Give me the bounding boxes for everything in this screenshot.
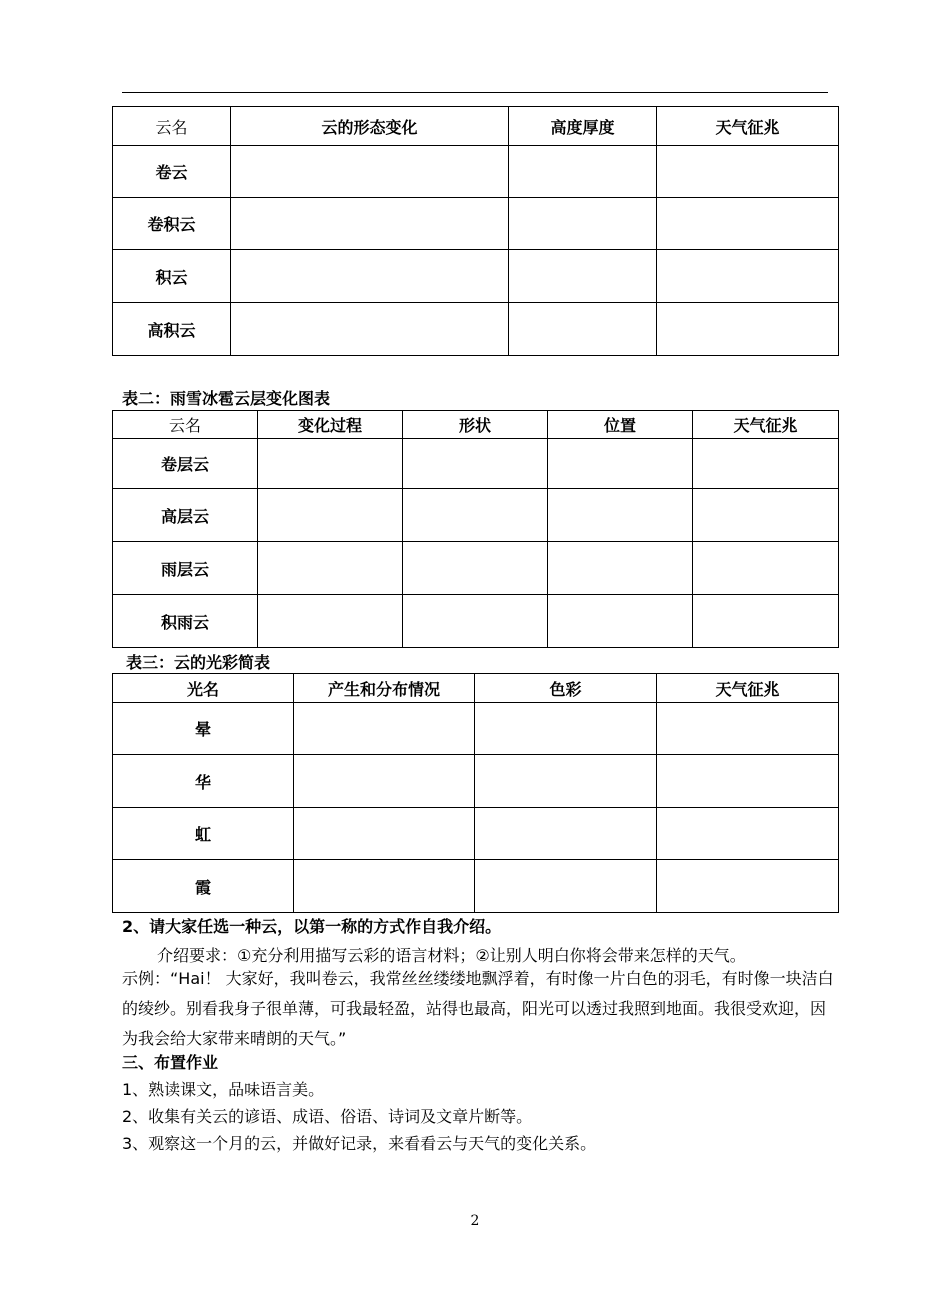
- example-paragraph: 示例：“Hai！ 大家好，我叫卷云，我常丝丝缕缕地飘浮着，有时像一片白色的羽毛，有时像一块洁白的绫纱。别看我身子很单薄，可我最轻盈，站得也最高，阳光可以透过我照到地面。我很受欢迎，因为我会给大家带来晴朗的天气。”: [122, 969, 834, 1048]
- row-label: 卷积云: [113, 198, 231, 250]
- blank-cell[interactable]: [294, 755, 475, 808]
- table-header-row: [113, 411, 839, 439]
- blank-cell[interactable]: [475, 808, 657, 860]
- row-label: 晕: [113, 703, 294, 755]
- blank-cell[interactable]: [657, 250, 839, 303]
- header-cell: 云名: [113, 411, 258, 439]
- table-row: [113, 755, 839, 808]
- blank-cell[interactable]: [403, 542, 548, 595]
- blank-cell[interactable]: [657, 755, 839, 808]
- blank-cell[interactable]: [657, 860, 839, 913]
- blank-cell[interactable]: [231, 250, 509, 303]
- cloud-form-table: [112, 106, 839, 356]
- header-cell: 色彩: [475, 674, 657, 703]
- blank-cell[interactable]: [548, 439, 693, 489]
- header-cell: 光名: [113, 674, 294, 703]
- table-row: [113, 250, 839, 303]
- blank-cell[interactable]: [693, 595, 839, 648]
- table-row: [113, 489, 839, 542]
- header-rule: [122, 92, 828, 93]
- table2-caption: 表二：雨雪冰雹云层变化图表: [122, 389, 331, 408]
- blank-cell[interactable]: [657, 808, 839, 860]
- blank-cell[interactable]: [548, 595, 693, 648]
- table-row: [113, 542, 839, 595]
- row-label: 卷云: [113, 146, 231, 198]
- blank-cell[interactable]: [475, 860, 657, 913]
- table3-caption: 表三：云的光彩简表: [126, 653, 271, 672]
- blank-cell[interactable]: [258, 489, 403, 542]
- blank-cell[interactable]: [403, 489, 548, 542]
- blank-cell[interactable]: [548, 542, 693, 595]
- header-cell: 云名: [113, 107, 231, 146]
- table-row: [113, 303, 839, 356]
- blank-cell[interactable]: [509, 146, 657, 198]
- header-cell: 天气征兆: [693, 411, 839, 439]
- blank-cell[interactable]: [231, 198, 509, 250]
- homework-item-3: 3、观察这一个月的云，并做好记录，来看看云与天气的变化关系。: [122, 1134, 597, 1153]
- blank-cell[interactable]: [548, 489, 693, 542]
- row-label: 华: [113, 755, 294, 808]
- homework-item-1: 1、熟读课文，品味语言美。: [122, 1080, 325, 1099]
- page-number: 2: [470, 1213, 480, 1229]
- table-row: [113, 808, 839, 860]
- table-header-row: [113, 674, 839, 703]
- header-cell: 位置: [548, 411, 693, 439]
- row-label: 高层云: [113, 489, 258, 542]
- precipitation-cloud-table: [112, 410, 839, 648]
- row-label: 卷层云: [113, 439, 258, 489]
- table-row: [113, 439, 839, 489]
- blank-cell[interactable]: [509, 303, 657, 356]
- row-label: 积雨云: [113, 595, 258, 648]
- header-cell: 形状: [403, 411, 548, 439]
- section3-title: 三、布置作业: [122, 1053, 219, 1072]
- table-row: [113, 198, 839, 250]
- row-label: 雨层云: [113, 542, 258, 595]
- blank-cell[interactable]: [258, 595, 403, 648]
- blank-cell[interactable]: [509, 250, 657, 303]
- header-cell: 高度厚度: [509, 107, 657, 146]
- requirement-text: 介绍要求：①充分利用描写云彩的语言材料；②让别人明白你将会带来怎样的天气。: [157, 946, 746, 965]
- blank-cell[interactable]: [403, 595, 548, 648]
- blank-cell[interactable]: [258, 439, 403, 489]
- blank-cell[interactable]: [294, 860, 475, 913]
- row-label: 积云: [113, 250, 231, 303]
- table-row: [113, 146, 839, 198]
- blank-cell[interactable]: [258, 542, 403, 595]
- blank-cell[interactable]: [657, 198, 839, 250]
- blank-cell[interactable]: [403, 439, 548, 489]
- blank-cell[interactable]: [693, 542, 839, 595]
- blank-cell[interactable]: [657, 703, 839, 755]
- table-row: [113, 595, 839, 648]
- blank-cell[interactable]: [657, 146, 839, 198]
- table-row: [113, 860, 839, 913]
- row-label: 霞: [113, 860, 294, 913]
- blank-cell[interactable]: [294, 703, 475, 755]
- task2-title: 2、请大家任选一种云，以第一称的方式作自我介绍。: [122, 917, 502, 936]
- header-cell: 产生和分布情况: [294, 674, 475, 703]
- table-header-row: [113, 107, 839, 146]
- blank-cell[interactable]: [231, 303, 509, 356]
- blank-cell[interactable]: [294, 808, 475, 860]
- blank-cell[interactable]: [231, 146, 509, 198]
- blank-cell[interactable]: [657, 303, 839, 356]
- header-cell: 云的形态变化: [231, 107, 509, 146]
- header-cell: 天气征兆: [657, 674, 839, 703]
- row-label: 虹: [113, 808, 294, 860]
- table-row: [113, 703, 839, 755]
- blank-cell[interactable]: [693, 489, 839, 542]
- header-cell: 变化过程: [258, 411, 403, 439]
- cloud-light-table: [112, 673, 839, 913]
- homework-item-2: 2、收集有关云的谚语、成语、俗语、诗词及文章片断等。: [122, 1107, 533, 1126]
- blank-cell[interactable]: [475, 755, 657, 808]
- blank-cell[interactable]: [693, 439, 839, 489]
- header-cell: 天气征兆: [657, 107, 839, 146]
- blank-cell[interactable]: [475, 703, 657, 755]
- row-label: 高积云: [113, 303, 231, 356]
- blank-cell[interactable]: [509, 198, 657, 250]
